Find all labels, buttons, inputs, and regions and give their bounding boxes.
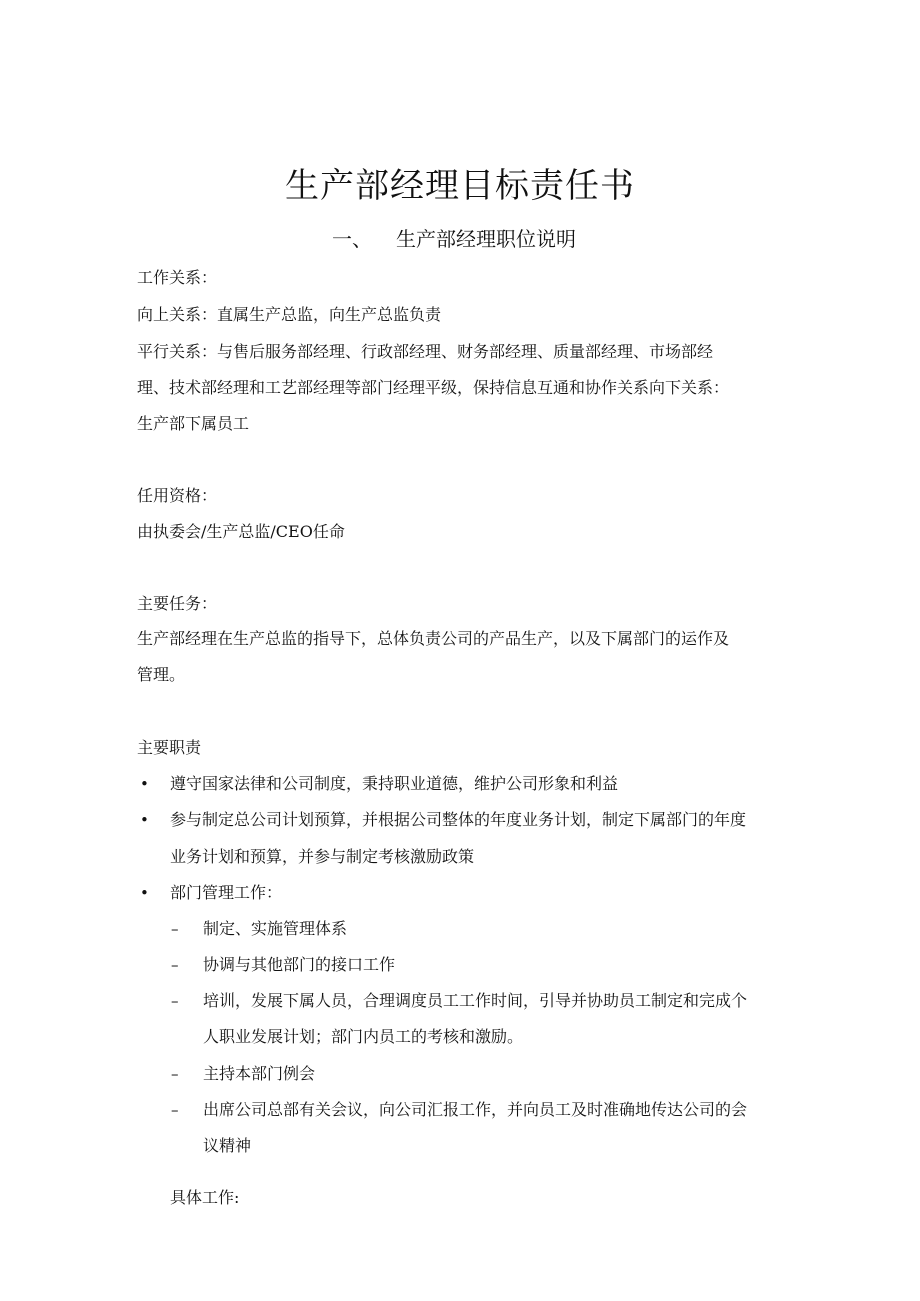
section-title: 生产部经理职位说明 bbox=[396, 227, 576, 251]
bullet-marker: • bbox=[140, 884, 149, 902]
sub-item-5-line1: 出席公司总部有关会议，向公司汇报工作，并向员工及时准确地传达公司的会 bbox=[203, 1100, 748, 1119]
qualification-label: 任用资格： bbox=[137, 486, 218, 505]
sub-item-1: 制定、实施管理体系 bbox=[203, 919, 348, 938]
duty-item-3: 部门管理工作： bbox=[170, 883, 283, 902]
duty-item-2-line2: 业务计划和预算，并参与制定考核激励政策 bbox=[170, 847, 475, 866]
parallel-relation-line2: 理、技术部经理和工艺部经理等部门经理平级，保持信息互通和协作关系向下关系： bbox=[137, 378, 730, 397]
duties-label: 主要职责 bbox=[137, 738, 202, 757]
specific-work-label: 具体工作: bbox=[170, 1188, 240, 1207]
dash-marker: – bbox=[171, 956, 179, 974]
qualification-value: 由执委会/生产总监/CEO任命 bbox=[137, 522, 345, 541]
dash-marker: – bbox=[171, 992, 179, 1010]
sub-item-3-line2: 人职业发展计划；部门内员工的考核和激励。 bbox=[203, 1027, 524, 1046]
sub-item-2: 协调与其他部门的接口工作 bbox=[203, 955, 396, 974]
dash-marker: – bbox=[171, 920, 179, 938]
sub-item-4: 主持本部门例会 bbox=[203, 1064, 316, 1083]
downward-relation: 生产部下属员工 bbox=[137, 414, 250, 433]
sub-item-5-line2: 议精神 bbox=[203, 1136, 252, 1155]
parallel-relation-line1: 平行关系：与售后服务部经理、行政部经理、财务部经理、质量部经理、市场部经 bbox=[137, 342, 714, 361]
duty-item-2-line1: 参与制定总公司计划预算，并根据公司整体的年度业务计划，制定下属部门的年度 bbox=[170, 810, 747, 829]
document-title: 生产部经理目标责任书 bbox=[285, 166, 635, 206]
main-task-line2: 管理。 bbox=[137, 665, 186, 684]
dash-marker: – bbox=[171, 1101, 179, 1119]
section-heading bbox=[332, 224, 576, 254]
bullet-marker: • bbox=[140, 775, 149, 793]
upward-relation: 向上关系：直属生产总监，向生产总监负责 bbox=[137, 305, 442, 324]
sub-item-3-line1: 培训，发展下属人员，合理调度员工工作时间，引导并协助员工制定和完成个 bbox=[203, 991, 748, 1010]
duty-item-1: 遵守国家法律和公司制度，秉持职业道德，维护公司形象和利益 bbox=[170, 774, 619, 793]
main-task-line1: 生产部经理在生产总监的指导下，总体负责公司的产品生产，以及下属部门的运作及 bbox=[137, 629, 730, 648]
bullet-marker: • bbox=[140, 811, 149, 829]
work-relations-label: 工作关系： bbox=[137, 268, 218, 287]
section-number: 一、 bbox=[332, 227, 372, 251]
main-task-label: 主要任务： bbox=[137, 594, 218, 613]
dash-marker: – bbox=[171, 1065, 179, 1083]
